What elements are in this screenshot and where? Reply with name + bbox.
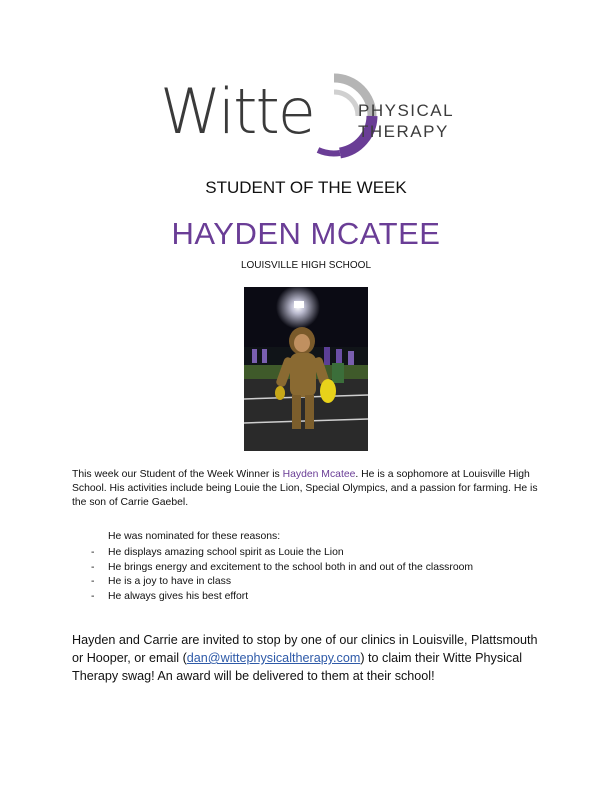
logo-line-physical: PHYSICAL [358,101,455,120]
bullet-marker: - [91,547,95,558]
bullet-marker: - [91,590,95,602]
list-item [91,546,473,561]
reasons-list [91,546,473,604]
reason-text: He is a joy to have in class [108,576,232,588]
bullet-marker: - [91,561,95,573]
intro-text-before: This week our Student of the Week Winner is [72,469,283,480]
page-heading: STUDENT OF THE WEEK [205,178,407,197]
student-name: HAYDEN MCATEE [171,216,441,251]
intro-text-after: . He is a sophomore at Louisville High School. His activities include being Louie the Lion, Special Olympics, and a passion for farming. He is the son of Carrie Gaebel. [72,469,538,509]
student-photo [244,287,368,451]
logo-line-therapy: THERAPY [358,122,449,141]
witte-logo [160,70,460,162]
logo-wordmark: Witte [160,75,314,148]
photo-illustration [244,287,368,451]
reason-text: He always gives his best effort [108,590,249,602]
reason-text: He brings energy and excitement to the school both in and out of the classroom [108,561,474,573]
list-item [91,575,473,590]
nominated-intro: He was nominated for these reasons: [108,531,281,542]
closing-paragraph [72,631,542,685]
closing-text-after: ) to claim their Witte Physical Therapy swag! An award will be delivered to them at their school! [72,651,523,683]
list-item [91,590,473,605]
email-link[interactable]: dan@wittephysicaltherapy.com [186,651,361,665]
school-name: LOUISVILLE HIGH SCHOOL [240,260,372,271]
reason-text: He displays amazing school spirit as Louie the Lion [108,547,344,558]
intro-paragraph [72,468,542,511]
list-item [91,561,473,576]
intro-student-name: Hayden Mcatee [282,469,356,480]
bullet-marker: - [91,576,95,588]
closing-text-before: Hayden and Carrie are invited to stop by one of our clinics in Louisville, Plattsmouth or Hooper, or email ( [72,633,538,665]
